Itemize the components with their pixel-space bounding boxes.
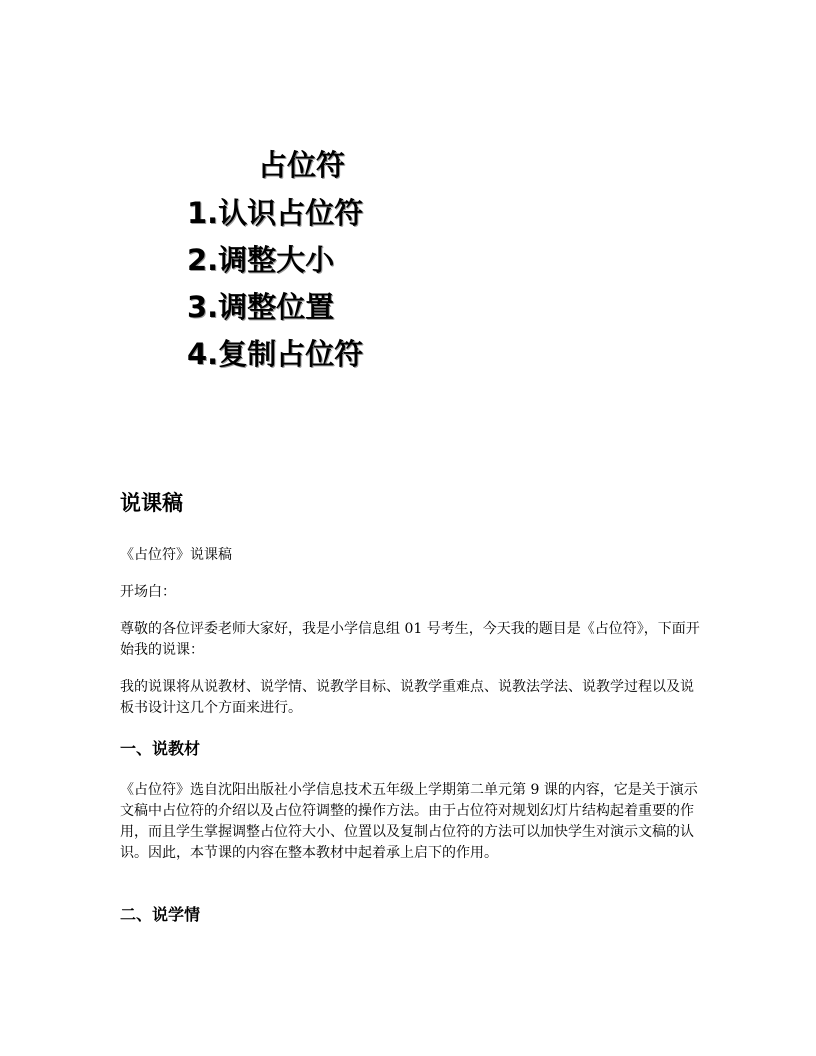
section-heading: 一、说教材: [120, 739, 201, 758]
outline-paragraph: 我的说课将从说教材、说学情、说教学目标、说教学重难点、说教法学法、说教学过程以及说板书设计这几个方面来进行。: [120, 679, 694, 716]
opening-label: 开场白：: [120, 584, 176, 600]
banner-item: 3.调整位置: [187, 290, 335, 324]
greeting-paragraph: 尊敬的各位评委老师大家好，我是小学信息组 01 号考生，今天我的题目是《占位符》，下面开始我的说课：: [120, 621, 700, 658]
banner-item: 2.调整大小: [187, 243, 335, 277]
banner-item: 1.认识占位符: [187, 196, 364, 230]
document-title: 说课稿: [120, 491, 183, 515]
section-body: 《占位符》选自沈阳出版社小学信息技术五年级上学期第二单元第 9 课的内容，它是关于演示文稿中占位符的介绍以及占位符调整的操作方法。由于占位符对规划幻灯片结构起着重要的作用，而且学生掌握调整占位符大小、位置以及复制占位符的方法可以加快学生对演示文稿的认识。因此，本节课的内容在整本教材中起着承上启下的作用。: [120, 782, 698, 861]
banner-title: 占位符: [258, 148, 346, 182]
lesson-outline-banner: [0, 0, 816, 420]
banner-item: 4.复制占位符: [187, 337, 364, 371]
document-subtitle: 《占位符》说课稿: [120, 547, 232, 563]
section-heading: 二、说学情: [120, 905, 201, 924]
